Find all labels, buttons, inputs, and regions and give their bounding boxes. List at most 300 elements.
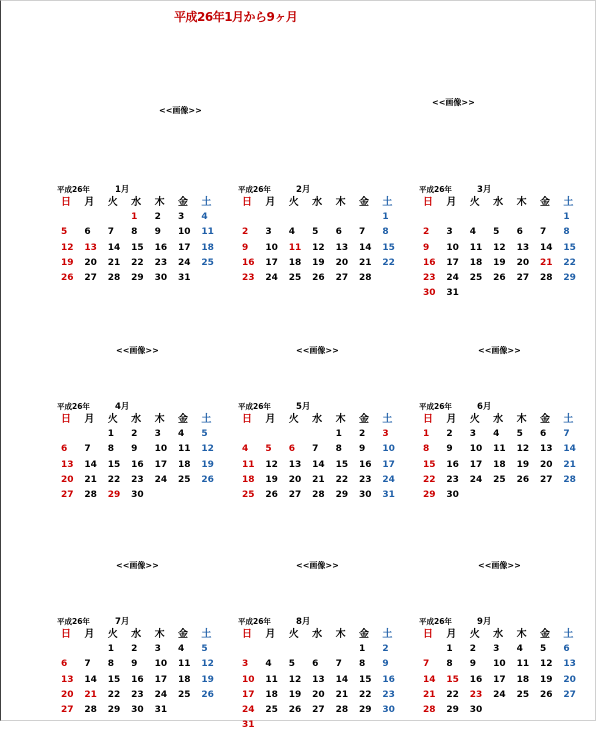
day-cell: 10 <box>265 242 278 253</box>
day-cell: 18 <box>177 459 191 470</box>
image-placeholder-1: <<画像>> <box>159 106 202 115</box>
day-cell: 6 <box>61 659 68 670</box>
day-cell: 4 <box>177 644 185 655</box>
day-grid <box>238 412 398 503</box>
weekday-header: 日 <box>423 629 433 640</box>
empty-cell <box>104 210 127 225</box>
weekday-header: 木 <box>154 414 165 425</box>
day-cell: 30 <box>469 704 483 715</box>
day-cell: 1 <box>107 644 115 655</box>
day-grid <box>238 195 398 286</box>
day-cell: 9 <box>423 242 430 253</box>
day-cell: 15 <box>563 242 576 253</box>
era-label: 平成26年 <box>57 402 90 411</box>
day-cell: 26 <box>539 689 553 700</box>
empty-cell <box>466 210 489 225</box>
day-cell: 8 <box>382 227 389 238</box>
day-cell: 26 <box>516 474 530 485</box>
day-cell: 26 <box>288 704 302 715</box>
day-cell: 17 <box>154 459 168 470</box>
image-placeholder-3: <<画像>> <box>116 346 159 355</box>
day-cell: 3 <box>154 429 161 440</box>
empty-cell <box>57 210 80 225</box>
day-cell: 23 <box>446 474 459 485</box>
day-cell: 13 <box>563 659 576 670</box>
empty-cell <box>261 210 284 225</box>
day-cell: 22 <box>107 689 121 700</box>
day-cell: 9 <box>382 659 389 670</box>
day-cell: 21 <box>84 689 97 700</box>
day-cell: 29 <box>446 704 459 715</box>
day-cell: 24 <box>265 272 278 283</box>
day-cell: 6 <box>516 227 523 238</box>
day-cell: 8 <box>358 659 366 670</box>
day-cell: 18 <box>201 242 214 253</box>
month-name: 3月 <box>477 185 492 195</box>
day-grid <box>419 412 579 503</box>
day-cell: 27 <box>563 689 576 700</box>
day-cell: 16 <box>131 459 144 470</box>
weekday-header: 火 <box>107 414 118 425</box>
day-cell: 31 <box>154 704 168 715</box>
day-cell: 17 <box>154 674 168 685</box>
day-cell: 16 <box>446 459 459 470</box>
day-cell: 11 <box>516 659 530 670</box>
day-cell: 16 <box>469 674 483 685</box>
document-title: 平成26年1月から9ヶ月 <box>174 10 298 24</box>
day-cell: 7 <box>335 659 342 670</box>
day-cell: 19 <box>201 459 214 470</box>
weekday-header: 月 <box>84 197 95 208</box>
day-cell: 5 <box>516 429 523 440</box>
day-cell: 30 <box>131 489 144 500</box>
weekday-header: 日 <box>423 414 433 425</box>
era-label: 平成26年 <box>57 617 90 626</box>
day-cell: 2 <box>154 212 161 223</box>
day-cell: 11 <box>265 674 278 685</box>
weekday-header: 日 <box>423 197 433 208</box>
day-cell: 15 <box>423 459 436 470</box>
day-cell: 25 <box>177 474 191 485</box>
day-cell: 17 <box>382 459 395 470</box>
day-cell: 1 <box>446 644 453 655</box>
day-cell: 25 <box>469 272 483 283</box>
day-cell: 26 <box>201 689 214 700</box>
weekday-header: 水 <box>493 197 504 208</box>
day-cell: 29 <box>107 704 121 715</box>
day-cell: 31 <box>446 288 459 299</box>
day-cell: 15 <box>446 674 459 685</box>
day-cell: 1 <box>563 212 570 223</box>
empty-cell <box>238 427 261 442</box>
empty-cell <box>513 210 536 225</box>
day-cell: 29 <box>358 704 372 715</box>
day-cell: 25 <box>201 257 214 268</box>
day-cell: 2 <box>423 227 430 238</box>
day-cell: 18 <box>469 257 483 268</box>
weekday-header: 金 <box>358 414 369 425</box>
empty-cell <box>80 427 103 442</box>
weekday-header: 金 <box>539 197 550 208</box>
month-header <box>419 614 579 627</box>
day-cell: 26 <box>312 272 325 283</box>
day-cell: 29 <box>107 489 121 500</box>
month-calendar <box>419 614 579 718</box>
day-cell: 12 <box>539 659 553 670</box>
empty-cell <box>285 427 308 442</box>
day-cell: 18 <box>516 674 530 685</box>
day-cell: 26 <box>493 272 506 283</box>
month-calendar <box>419 399 579 503</box>
day-cell: 11 <box>242 459 255 470</box>
day-cell: 15 <box>107 459 121 470</box>
day-cell: 28 <box>358 272 372 283</box>
weekday-header: 土 <box>201 414 212 425</box>
day-cell: 24 <box>154 689 168 700</box>
day-cell: 22 <box>382 257 395 268</box>
weekday-header: 日 <box>61 414 71 425</box>
month-header <box>57 182 217 195</box>
empty-cell <box>57 427 80 442</box>
weekday-header: 月 <box>84 629 95 640</box>
month-name: 9月 <box>477 617 492 627</box>
month-header <box>419 399 579 412</box>
day-cell: 26 <box>201 474 214 485</box>
day-cell: 25 <box>265 704 278 715</box>
day-cell: 30 <box>423 288 436 299</box>
day-cell: 28 <box>563 474 576 485</box>
day-cell: 14 <box>312 459 325 470</box>
weekday-header: 月 <box>265 629 276 640</box>
day-cell: 9 <box>242 242 249 253</box>
weekday-header: 月 <box>265 197 276 208</box>
day-cell: 27 <box>61 489 74 500</box>
day-cell: 3 <box>382 429 389 440</box>
empty-cell <box>261 642 284 657</box>
weekday-header: 水 <box>493 629 504 640</box>
day-cell: 9 <box>131 444 138 455</box>
day-cell: 13 <box>61 674 74 685</box>
day-cell: 21 <box>335 689 349 700</box>
day-cell: 27 <box>516 272 530 283</box>
day-cell: 14 <box>539 242 553 253</box>
day-cell: 28 <box>539 272 553 283</box>
empty-cell <box>261 427 284 442</box>
day-cell: 28 <box>84 704 97 715</box>
day-cell: 11 <box>469 242 483 253</box>
day-cell: 22 <box>335 474 349 485</box>
day-cell: 23 <box>154 257 168 268</box>
day-cell: 27 <box>312 704 325 715</box>
day-cell: 11 <box>177 444 191 455</box>
day-cell: 7 <box>84 659 91 670</box>
day-cell: 2 <box>469 644 477 655</box>
day-cell: 6 <box>312 659 319 670</box>
weekday-header: 木 <box>516 629 527 640</box>
day-cell: 5 <box>61 227 68 238</box>
day-cell: 17 <box>265 257 278 268</box>
day-cell: 9 <box>131 659 138 670</box>
weekday-header: 土 <box>382 197 393 208</box>
day-cell: 1 <box>382 212 389 223</box>
day-cell: 15 <box>358 674 372 685</box>
day-cell: 19 <box>539 674 553 685</box>
day-cell: 30 <box>382 704 395 715</box>
day-cell: 1 <box>335 429 342 440</box>
day-cell: 19 <box>265 474 278 485</box>
weekday-header: 月 <box>84 414 95 425</box>
weekday-header: 水 <box>131 414 142 425</box>
day-cell: 3 <box>177 212 185 223</box>
weekday-header: 水 <box>493 414 504 425</box>
day-cell: 5 <box>201 429 208 440</box>
day-cell: 26 <box>61 272 74 283</box>
month-header <box>57 399 217 412</box>
weekday-header: 土 <box>382 629 393 640</box>
day-cell: 5 <box>539 644 547 655</box>
weekday-header: 月 <box>446 414 457 425</box>
month-name: 5月 <box>296 402 311 412</box>
day-cell: 29 <box>423 489 436 500</box>
day-cell: 12 <box>493 242 506 253</box>
day-cell: 25 <box>493 474 506 485</box>
day-cell: 15 <box>107 674 121 685</box>
day-cell: 10 <box>382 444 395 455</box>
weekday-header: 水 <box>312 197 323 208</box>
day-cell: 23 <box>423 272 436 283</box>
day-cell: 2 <box>242 227 249 238</box>
day-cell: 8 <box>423 444 430 455</box>
weekday-header: 火 <box>288 629 299 640</box>
weekday-header: 木 <box>154 629 165 640</box>
day-cell: 22 <box>563 257 576 268</box>
day-grid <box>238 627 398 733</box>
day-cell: 8 <box>446 659 453 670</box>
empty-cell <box>419 642 442 657</box>
day-cell: 14 <box>107 242 121 253</box>
day-cell: 19 <box>312 257 325 268</box>
day-cell: 6 <box>84 227 91 238</box>
weekday-header: 金 <box>539 629 550 640</box>
day-cell: 28 <box>84 489 97 500</box>
weekday-header: 木 <box>335 197 346 208</box>
day-cell: 5 <box>265 444 272 455</box>
day-cell: 12 <box>201 659 214 670</box>
day-cell: 24 <box>446 272 459 283</box>
day-cell: 2 <box>446 429 453 440</box>
day-cell: 11 <box>201 227 214 238</box>
image-placeholder-8: <<画像>> <box>478 561 521 570</box>
month-header <box>238 614 398 627</box>
month-calendar <box>57 399 217 503</box>
day-grid <box>57 627 217 718</box>
day-cell: 4 <box>493 429 500 440</box>
weekday-header: 土 <box>563 197 574 208</box>
day-cell: 7 <box>539 227 547 238</box>
day-cell: 17 <box>469 459 483 470</box>
day-cell: 30 <box>131 704 144 715</box>
day-cell: 30 <box>154 272 168 283</box>
day-cell: 16 <box>131 674 144 685</box>
day-cell: 21 <box>539 257 553 268</box>
day-cell: 14 <box>563 444 576 455</box>
month-calendar <box>238 182 398 286</box>
day-cell: 29 <box>335 489 349 500</box>
day-cell: 28 <box>423 704 436 715</box>
day-cell: 17 <box>177 242 191 253</box>
day-cell: 12 <box>201 444 214 455</box>
month-header <box>238 399 398 412</box>
day-cell: 26 <box>265 489 278 500</box>
weekday-header: 金 <box>358 197 369 208</box>
day-cell: 2 <box>382 644 389 655</box>
day-cell: 25 <box>242 489 255 500</box>
month-header <box>238 182 398 195</box>
weekday-header: 火 <box>469 197 480 208</box>
day-cell: 5 <box>493 227 500 238</box>
day-cell: 13 <box>539 444 553 455</box>
day-cell: 12 <box>288 674 302 685</box>
weekday-header: 土 <box>563 629 574 640</box>
day-cell: 20 <box>84 257 97 268</box>
day-cell: 19 <box>288 689 302 700</box>
day-cell: 23 <box>382 689 395 700</box>
weekday-header: 土 <box>382 414 393 425</box>
day-cell: 14 <box>335 674 349 685</box>
day-grid <box>419 195 579 301</box>
empty-cell <box>80 210 103 225</box>
empty-cell <box>332 210 355 225</box>
empty-cell <box>308 210 331 225</box>
day-cell: 1 <box>131 212 138 223</box>
weekday-header: 金 <box>177 197 188 208</box>
day-cell: 8 <box>335 444 342 455</box>
day-cell: 21 <box>423 689 436 700</box>
weekday-header: 木 <box>154 197 165 208</box>
day-cell: 2 <box>358 429 366 440</box>
day-cell: 29 <box>131 272 144 283</box>
day-cell: 7 <box>312 444 319 455</box>
day-cell: 18 <box>288 257 302 268</box>
day-cell: 15 <box>382 242 395 253</box>
day-cell: 27 <box>539 474 553 485</box>
day-cell: 31 <box>177 272 191 283</box>
day-grid <box>419 627 579 718</box>
day-cell: 4 <box>265 659 272 670</box>
day-cell: 12 <box>312 242 325 253</box>
day-cell: 27 <box>61 704 74 715</box>
day-cell: 11 <box>288 242 302 253</box>
day-cell: 14 <box>358 242 372 253</box>
weekday-header: 水 <box>312 629 323 640</box>
day-cell: 14 <box>84 459 97 470</box>
day-cell: 28 <box>107 272 121 283</box>
day-cell: 4 <box>177 429 185 440</box>
day-cell: 4 <box>469 227 477 238</box>
day-cell: 3 <box>265 227 272 238</box>
day-cell: 20 <box>61 474 74 485</box>
day-cell: 15 <box>131 242 144 253</box>
day-cell: 18 <box>242 474 255 485</box>
era-label: 平成26年 <box>238 185 271 194</box>
weekday-header: 土 <box>201 629 212 640</box>
empty-cell <box>419 210 442 225</box>
day-cell: 22 <box>107 474 121 485</box>
day-cell: 1 <box>107 429 115 440</box>
day-cell: 11 <box>177 659 191 670</box>
day-cell: 20 <box>288 474 302 485</box>
day-cell: 20 <box>61 689 74 700</box>
day-cell: 30 <box>358 489 372 500</box>
weekday-header: 火 <box>288 197 299 208</box>
month-calendar <box>238 399 398 503</box>
day-cell: 27 <box>335 272 349 283</box>
day-cell: 24 <box>382 474 395 485</box>
month-calendar <box>419 182 579 301</box>
day-cell: 20 <box>312 689 325 700</box>
day-cell: 3 <box>469 429 477 440</box>
empty-cell <box>80 642 103 657</box>
weekday-header: 水 <box>312 414 323 425</box>
day-cell: 3 <box>493 644 500 655</box>
day-cell: 1 <box>423 429 430 440</box>
day-cell: 9 <box>358 444 366 455</box>
day-cell: 9 <box>154 227 161 238</box>
day-cell: 21 <box>358 257 372 268</box>
month-name: 4月 <box>115 402 130 412</box>
day-cell: 21 <box>563 459 576 470</box>
day-cell: 25 <box>288 272 302 283</box>
day-cell: 11 <box>493 444 506 455</box>
month-header <box>419 182 579 195</box>
day-cell: 12 <box>265 459 278 470</box>
day-cell: 2 <box>131 429 138 440</box>
day-cell: 10 <box>446 242 459 253</box>
day-cell: 9 <box>446 444 453 455</box>
day-cell: 24 <box>493 689 506 700</box>
day-cell: 16 <box>242 257 255 268</box>
weekday-header: 火 <box>288 414 299 425</box>
day-cell: 29 <box>563 272 576 283</box>
day-cell: 19 <box>61 257 74 268</box>
day-cell: 31 <box>242 720 255 731</box>
day-cell: 13 <box>312 674 325 685</box>
day-cell: 13 <box>84 242 97 253</box>
empty-cell <box>308 427 331 442</box>
weekday-header: 火 <box>469 414 480 425</box>
image-placeholder-6: <<画像>> <box>116 561 159 570</box>
day-cell: 16 <box>154 242 168 253</box>
weekday-header: 月 <box>446 197 457 208</box>
day-cell: 10 <box>154 444 168 455</box>
day-cell: 21 <box>84 474 97 485</box>
era-label: 平成26年 <box>419 185 452 194</box>
day-cell: 19 <box>516 459 530 470</box>
day-cell: 20 <box>516 257 530 268</box>
empty-cell <box>285 210 308 225</box>
day-cell: 14 <box>84 674 97 685</box>
day-cell: 2 <box>131 644 138 655</box>
weekday-header: 月 <box>265 414 276 425</box>
month-header <box>57 614 217 627</box>
day-cell: 13 <box>61 459 74 470</box>
day-cell: 1 <box>358 644 366 655</box>
day-cell: 17 <box>446 257 459 268</box>
day-cell: 14 <box>423 674 436 685</box>
weekday-header: 金 <box>539 414 550 425</box>
day-cell: 23 <box>469 689 483 700</box>
day-grid <box>57 195 217 286</box>
